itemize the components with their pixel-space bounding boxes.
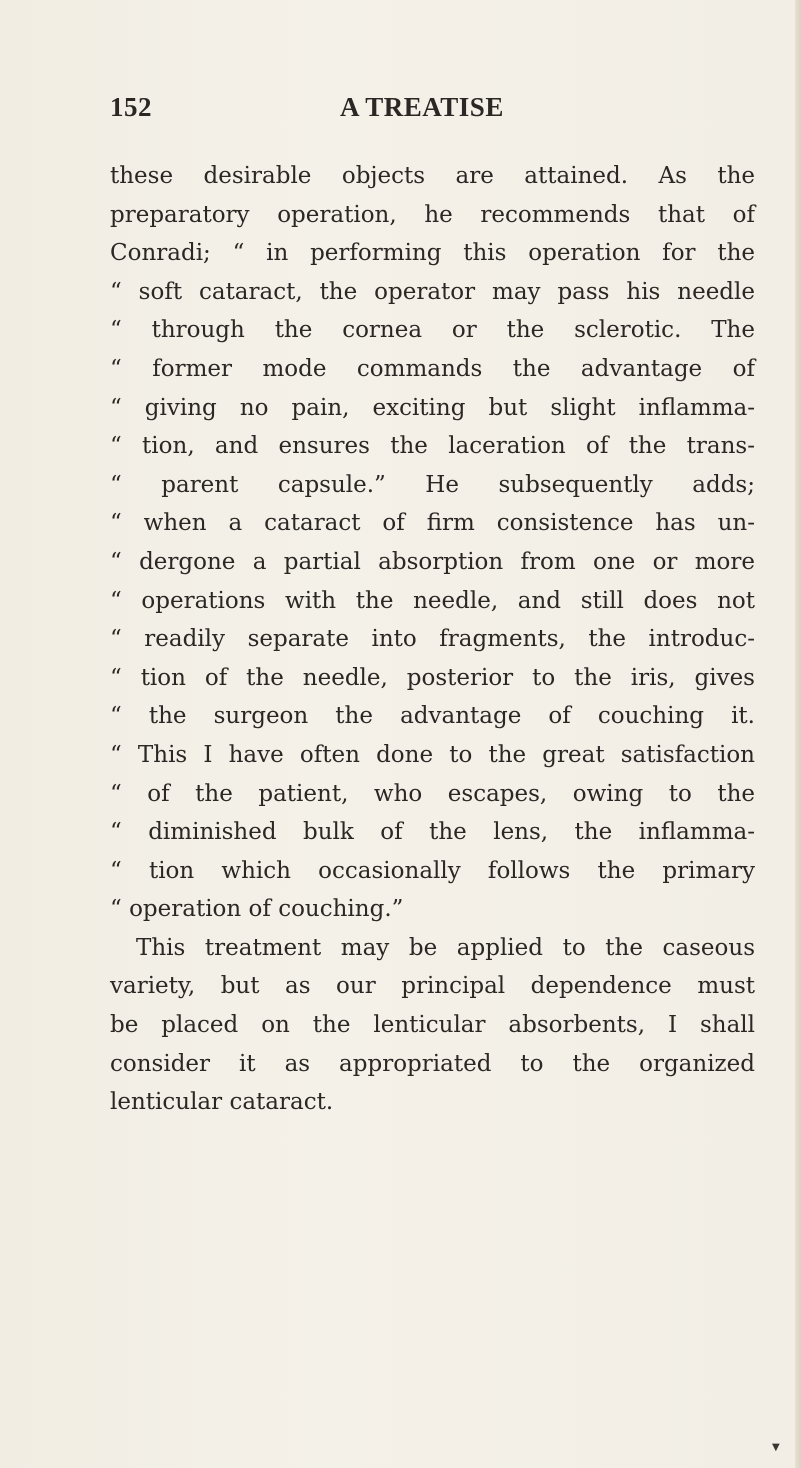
- text-line: “ operation of couching.”: [110, 896, 404, 923]
- text-line: “ dergone a partial absorption from one or more: [110, 548, 755, 575]
- text-line: be placed on the lenticular absorbents, I shall: [110, 1012, 755, 1039]
- text-line: “ of the patient, who escapes, owing to the: [110, 780, 755, 807]
- text-line: “ the surgeon the advantage of couching it.: [110, 703, 755, 730]
- text-line: “ when a cataract of firm consistence has un-: [110, 510, 755, 537]
- text-line: “ parent capsule.” He subsequently adds;: [110, 471, 755, 498]
- text-line: “ tion which occasionally follows the primary: [110, 857, 755, 884]
- body-text: [110, 157, 755, 1122]
- text-line: these desirable objects are attained. As the: [110, 163, 755, 189]
- text-line: “ through the cornea or the sclerotic. The: [110, 317, 755, 344]
- paragraph-start-line: This treatment may be applied to the caseous: [136, 934, 755, 961]
- text-line: “ former mode commands the advantage of: [110, 355, 755, 382]
- text-line: “ This I have often done to the great satisfaction: [110, 741, 755, 768]
- page-edge: [795, 0, 801, 1468]
- text-line: “ tion, and ensures the laceration of the trans-: [110, 433, 755, 460]
- text-line: “ diminished bulk of the lens, the inflamma-: [110, 819, 755, 846]
- running-title: A TREATISE: [340, 92, 504, 122]
- running-head: [110, 92, 750, 126]
- text-line: variety, but as our principal dependence must: [110, 973, 755, 1000]
- text-line: Conradi; “ in performing this operation for the: [110, 240, 755, 267]
- text-line: consider it as appropriated to the organized: [110, 1050, 755, 1077]
- text-line: “ tion of the needle, posterior to the iris, gives: [110, 664, 755, 691]
- text-line: “ soft cataract, the operator may pass his needle: [110, 278, 755, 305]
- text-line: preparatory operation, he recommends that of: [110, 201, 755, 228]
- page-number: 152: [110, 92, 152, 122]
- text-line: “ giving no pain, exciting but slight inflamma-: [110, 394, 755, 421]
- text-line: “ readily separate into fragments, the introduc-: [110, 626, 755, 653]
- printer-mark: ▼: [772, 1442, 780, 1453]
- text-line: lenticular cataract.: [110, 1089, 334, 1116]
- text-line: “ operations with the needle, and still does not: [110, 587, 755, 614]
